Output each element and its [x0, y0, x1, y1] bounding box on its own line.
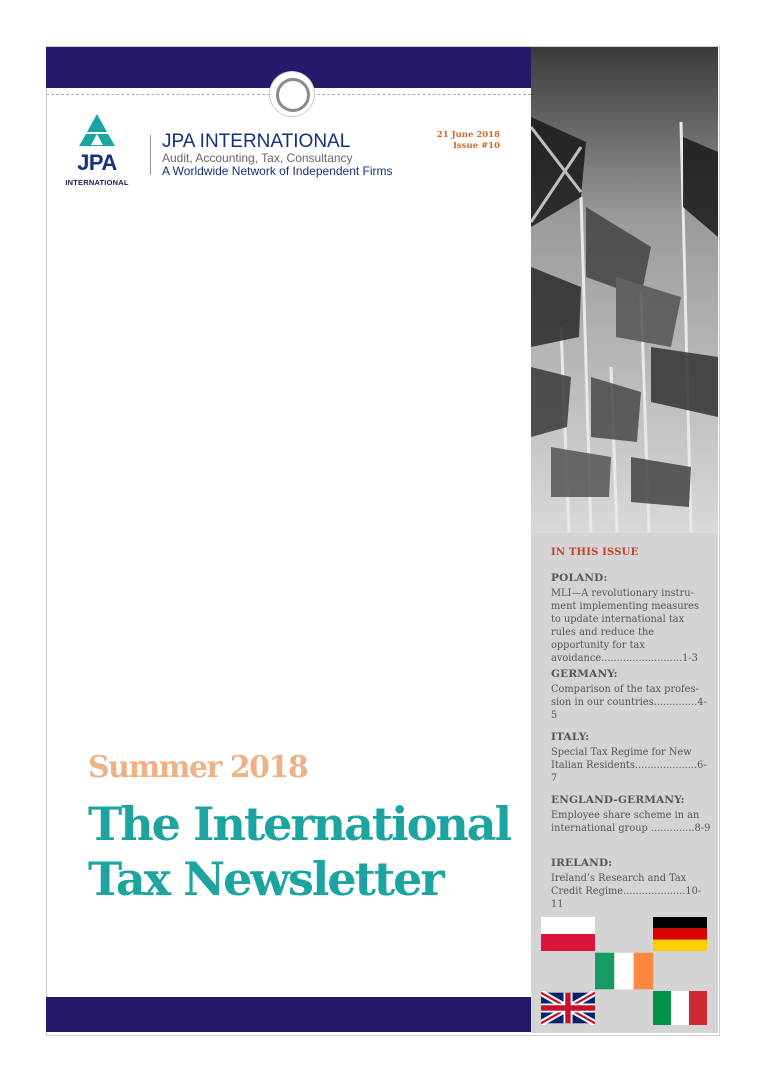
logo-subtext: INTERNATIONAL [65, 178, 129, 187]
season-subtitle: Summer 2018 [88, 750, 308, 785]
toc-item-title: IRELAND: [551, 857, 613, 869]
brand-block [162, 132, 393, 178]
toc-item-body: Special Tax Regime for New Italian Residents....................6-7 [551, 747, 707, 784]
newsletter-title: The International Tax Newsletter [88, 797, 511, 906]
issue-date-block [430, 130, 500, 152]
poland-flag-icon [541, 917, 595, 951]
issue-number: Issue #10 [452, 141, 500, 151]
toc-item-germany[interactable] [551, 668, 711, 722]
toc-item-body: MLI—A revolutionary instru-ment implementing measures to update international tax rules and reduce the opportunity for tax avoidance..........................1-3 [551, 588, 700, 664]
uk-flag-icon [541, 991, 595, 1025]
issue-date: 21 June 2018 [436, 130, 500, 140]
bottom-banner-bar [46, 997, 531, 1032]
toc-item-title: GERMANY: [551, 668, 618, 680]
brand-tagline-services: Audit, Accounting, Tax, Consultancy [162, 151, 353, 165]
brand-tagline-network: A Worldwide Network of Independent Firms [162, 164, 393, 178]
logo-divider [150, 135, 151, 175]
flags-photo [531, 47, 718, 533]
toc-item-title: POLAND: [551, 572, 608, 584]
ireland-flag-icon [595, 951, 653, 991]
toc-item-england-germany[interactable] [551, 794, 711, 835]
toc-item-body: Comparison of the tax profes-sion in our countries..............4-5 [551, 684, 707, 721]
flags-photo-icon [531, 47, 718, 533]
toc-item-ireland[interactable] [551, 857, 711, 911]
toc-item-title: ITALY: [551, 731, 590, 743]
germany-flag-icon [653, 917, 707, 951]
brand-name: JPA INTERNATIONAL [162, 131, 351, 152]
italy-flag-icon [653, 991, 707, 1025]
toc-item-poland[interactable] [551, 572, 711, 665]
toc-item-title: ENGLAND-GERMANY: [551, 794, 685, 806]
logo-wordmark: JPA [77, 150, 117, 175]
toc-item-body: Employee share scheme in an international group ..............8-9 [551, 810, 711, 834]
toc-item-italy[interactable] [551, 731, 711, 785]
sidebar-heading: IN THIS ISSUE [551, 547, 639, 558]
toc-item-body: Ireland’s Research and Tax Credit Regime....................10-11 [551, 873, 702, 910]
ring-icon [270, 72, 314, 116]
